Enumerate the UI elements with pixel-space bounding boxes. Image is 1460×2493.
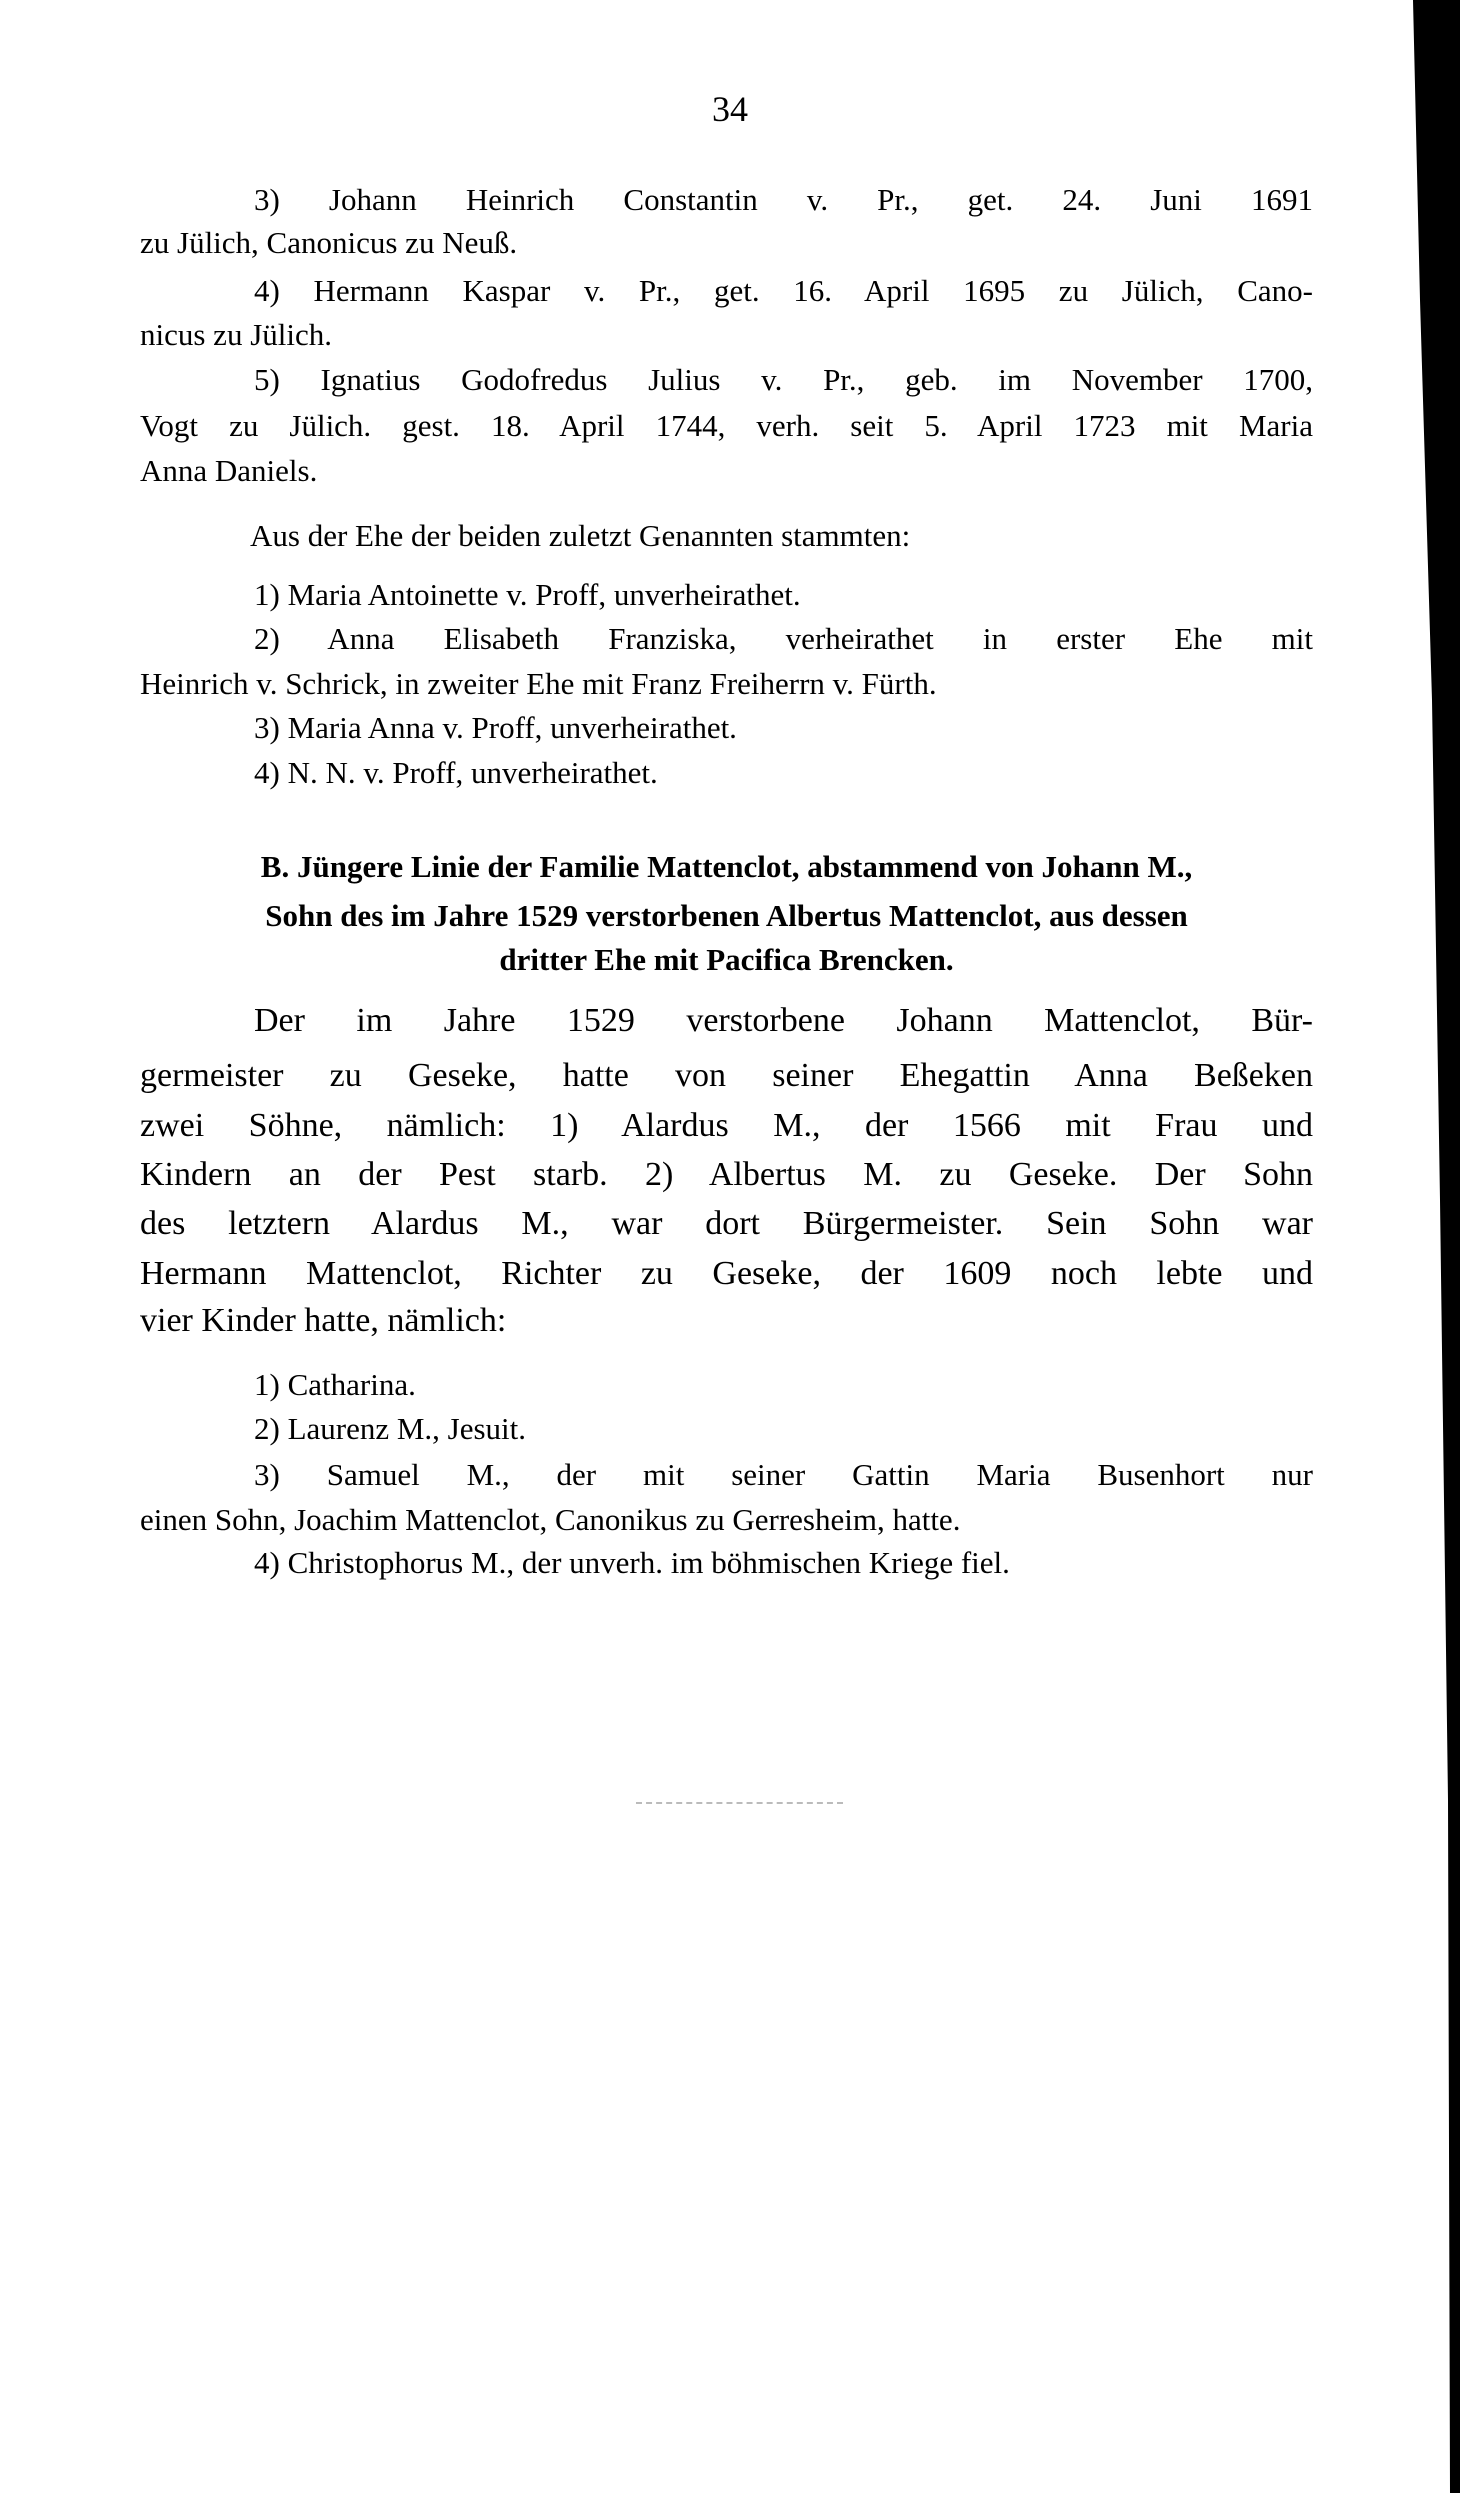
section-heading-line-2: Sohn des im Jahre 1529 verstorbenen Albertus Mattenclot, aus dessen — [265, 898, 1188, 933]
section-heading-line-1: B. Jüngere Linie der Familie Mattenclot, abstammend von Johann M., — [260, 849, 1193, 884]
kind-4: 4) Christophorus M., der unverh. im böhmischen Kriege fiel. — [254, 1545, 1010, 1580]
paragraph-line-1: Der im Jahre 1529 verstorbene Johann Mattenclot, Bür- — [254, 1002, 1313, 1039]
child-2-line-2: Heinrich v. Schrick, in zweiter Ehe mit Franz Freiherrn v. Fürth. — [140, 666, 937, 701]
entry-5-line-2: Vogt zu Jülich. gest. 18. April 1744, verh. seit 5. April 1723 mit Maria — [140, 408, 1313, 443]
paragraph-line-2: germeister zu Geseke, hatte von seiner Ehegattin Anna Beßeken — [140, 1057, 1313, 1094]
children-intro: Aus der Ehe der beiden zuletzt Genannten stammten: — [250, 518, 911, 553]
paragraph-line-6: Hermann Mattenclot, Richter zu Geseke, der 1609 noch lebte und — [140, 1255, 1313, 1292]
kind-2: 2) Laurenz M., Jesuit. — [254, 1411, 527, 1446]
section-heading-line-3: dritter Ehe mit Pacifica Brencken. — [499, 942, 954, 977]
entry-4-line-1: 4) Hermann Kaspar v. Pr., get. 16. April 1695 zu Jülich, Cano- — [254, 273, 1313, 308]
kind-3-line-2: einen Sohn, Joachim Mattenclot, Canonikus zu Gerresheim, hatte. — [140, 1502, 961, 1537]
paragraph-line-4: Kindern an der Pest starb. 2) Albertus M. zu Geseke. Der Sohn — [140, 1156, 1313, 1193]
child-2-line-1: 2) Anna Elisabeth Franziska, verheirathet in erster Ehe mit — [254, 621, 1313, 656]
entry-4-line-2: nicus zu Jülich. — [140, 317, 332, 352]
paragraph-line-5: des letztern Alardus M., war dort Bürgermeister. Sein Sohn war — [140, 1205, 1313, 1242]
paragraph-line-7: vier Kinder hatte, nämlich: — [140, 1302, 507, 1339]
child-1: 1) Maria Antoinette v. Proff, unverheirathet. — [254, 577, 801, 612]
kind-3-line-1: 3) Samuel M., der mit seiner Gattin Maria Busenhort nur — [254, 1457, 1313, 1492]
entry-5-line-1: 5) Ignatius Godofredus Julius v. Pr., geb. im November 1700, — [254, 362, 1313, 397]
page-number: 34 — [712, 89, 748, 129]
child-4: 4) N. N. v. Proff, unverheirathet. — [254, 755, 658, 790]
entry-3-line-2: zu Jülich, Canonicus zu Neuß. — [140, 225, 518, 260]
entry-5-line-3: Anna Daniels. — [140, 453, 318, 488]
entry-3-line-1: 3) Johann Heinrich Constantin v. Pr., get. 24. Juni 1691 — [254, 182, 1313, 217]
child-3: 3) Maria Anna v. Proff, unverheirathet. — [254, 710, 737, 745]
kind-1: 1) Catharina. — [254, 1367, 416, 1402]
paragraph-line-3: zwei Söhne, nämlich: 1) Alardus M., der 1566 mit Frau und — [140, 1107, 1313, 1144]
section-end-rule — [636, 1802, 843, 1806]
